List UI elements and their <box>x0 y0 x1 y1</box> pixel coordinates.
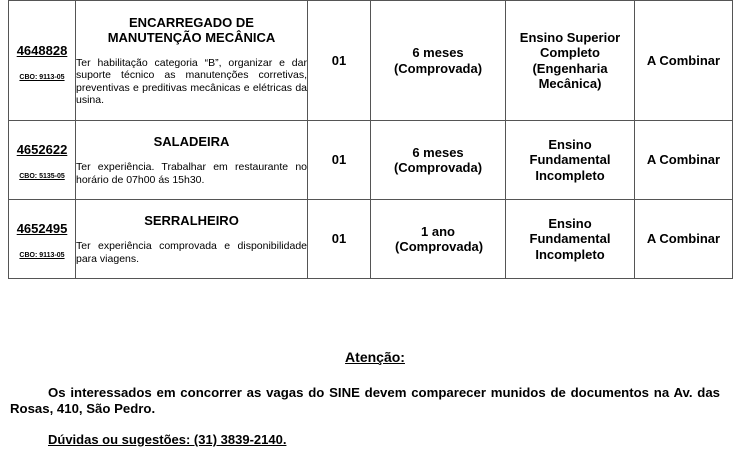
job-experience: 6 meses (Comprovada) <box>371 1 506 121</box>
job-code: 4648828 <box>16 42 68 58</box>
job-code: 4652495 <box>16 221 68 236</box>
job-vacancies: 01 <box>308 200 371 279</box>
job-education: Ensino Superior Completo (Engenharia Mecânica) <box>506 1 635 121</box>
job-code: 4652622 <box>16 142 68 157</box>
job-education: Ensino Fundamental Incompleto <box>506 121 635 200</box>
job-title: SERRALHEIRO <box>144 213 239 228</box>
cbo-code: CBO: 9113-05 <box>19 73 65 81</box>
job-code-cell <box>9 1 76 121</box>
job-row <box>9 121 733 200</box>
job-code-cell <box>9 121 76 200</box>
notice-heading: Atenção: <box>345 349 405 365</box>
notice-paragraph: Os interessados em concorrer as vagas do SINE devem comparecer munidos de documentos na Av. das Rosas, 410, São Pedro. <box>10 385 720 416</box>
job-experience: 6 meses (Comprovada) <box>371 121 506 200</box>
job-code-cell <box>9 200 76 279</box>
job-education: Ensino Fundamental Incompleto <box>506 200 635 279</box>
job-vacancies: 01 <box>308 121 371 200</box>
job-description: Ter experiência. Trabalhar em restaurante no horário de 07h00 ás 15h30. <box>76 161 307 186</box>
job-experience: 1 ano (Comprovada) <box>371 200 506 279</box>
contact-line: Dúvidas ou sugestões: (31) 3839-2140. <box>48 432 287 447</box>
job-salary: A Combinar <box>635 200 733 279</box>
job-description-cell <box>76 1 308 121</box>
job-description-cell <box>76 200 308 279</box>
job-vacancies: 01 <box>308 1 371 121</box>
cbo-code: CBO: 9113-05 <box>19 252 65 259</box>
job-row <box>9 1 733 121</box>
job-salary: A Combinar <box>635 121 733 200</box>
job-listings-table <box>8 0 733 279</box>
job-salary: A Combinar <box>635 1 733 121</box>
job-row <box>9 200 733 279</box>
job-title: SALADEIRA <box>153 134 230 149</box>
job-title: ENCARREGADO DE MANUTENÇÃO MECÂNICA <box>107 14 276 45</box>
job-description: Ter experiência comprovada e disponibilidade para viagens. <box>76 240 307 265</box>
job-description-cell <box>76 121 308 200</box>
job-description: Ter habilitação categoria “B”, organizar e dar suporte técnico as manutenções corretivas, preventivas e preditivas mecânicas e elétricas da usina. <box>76 56 307 106</box>
cbo-code: CBO: 5135-05 <box>19 173 65 180</box>
